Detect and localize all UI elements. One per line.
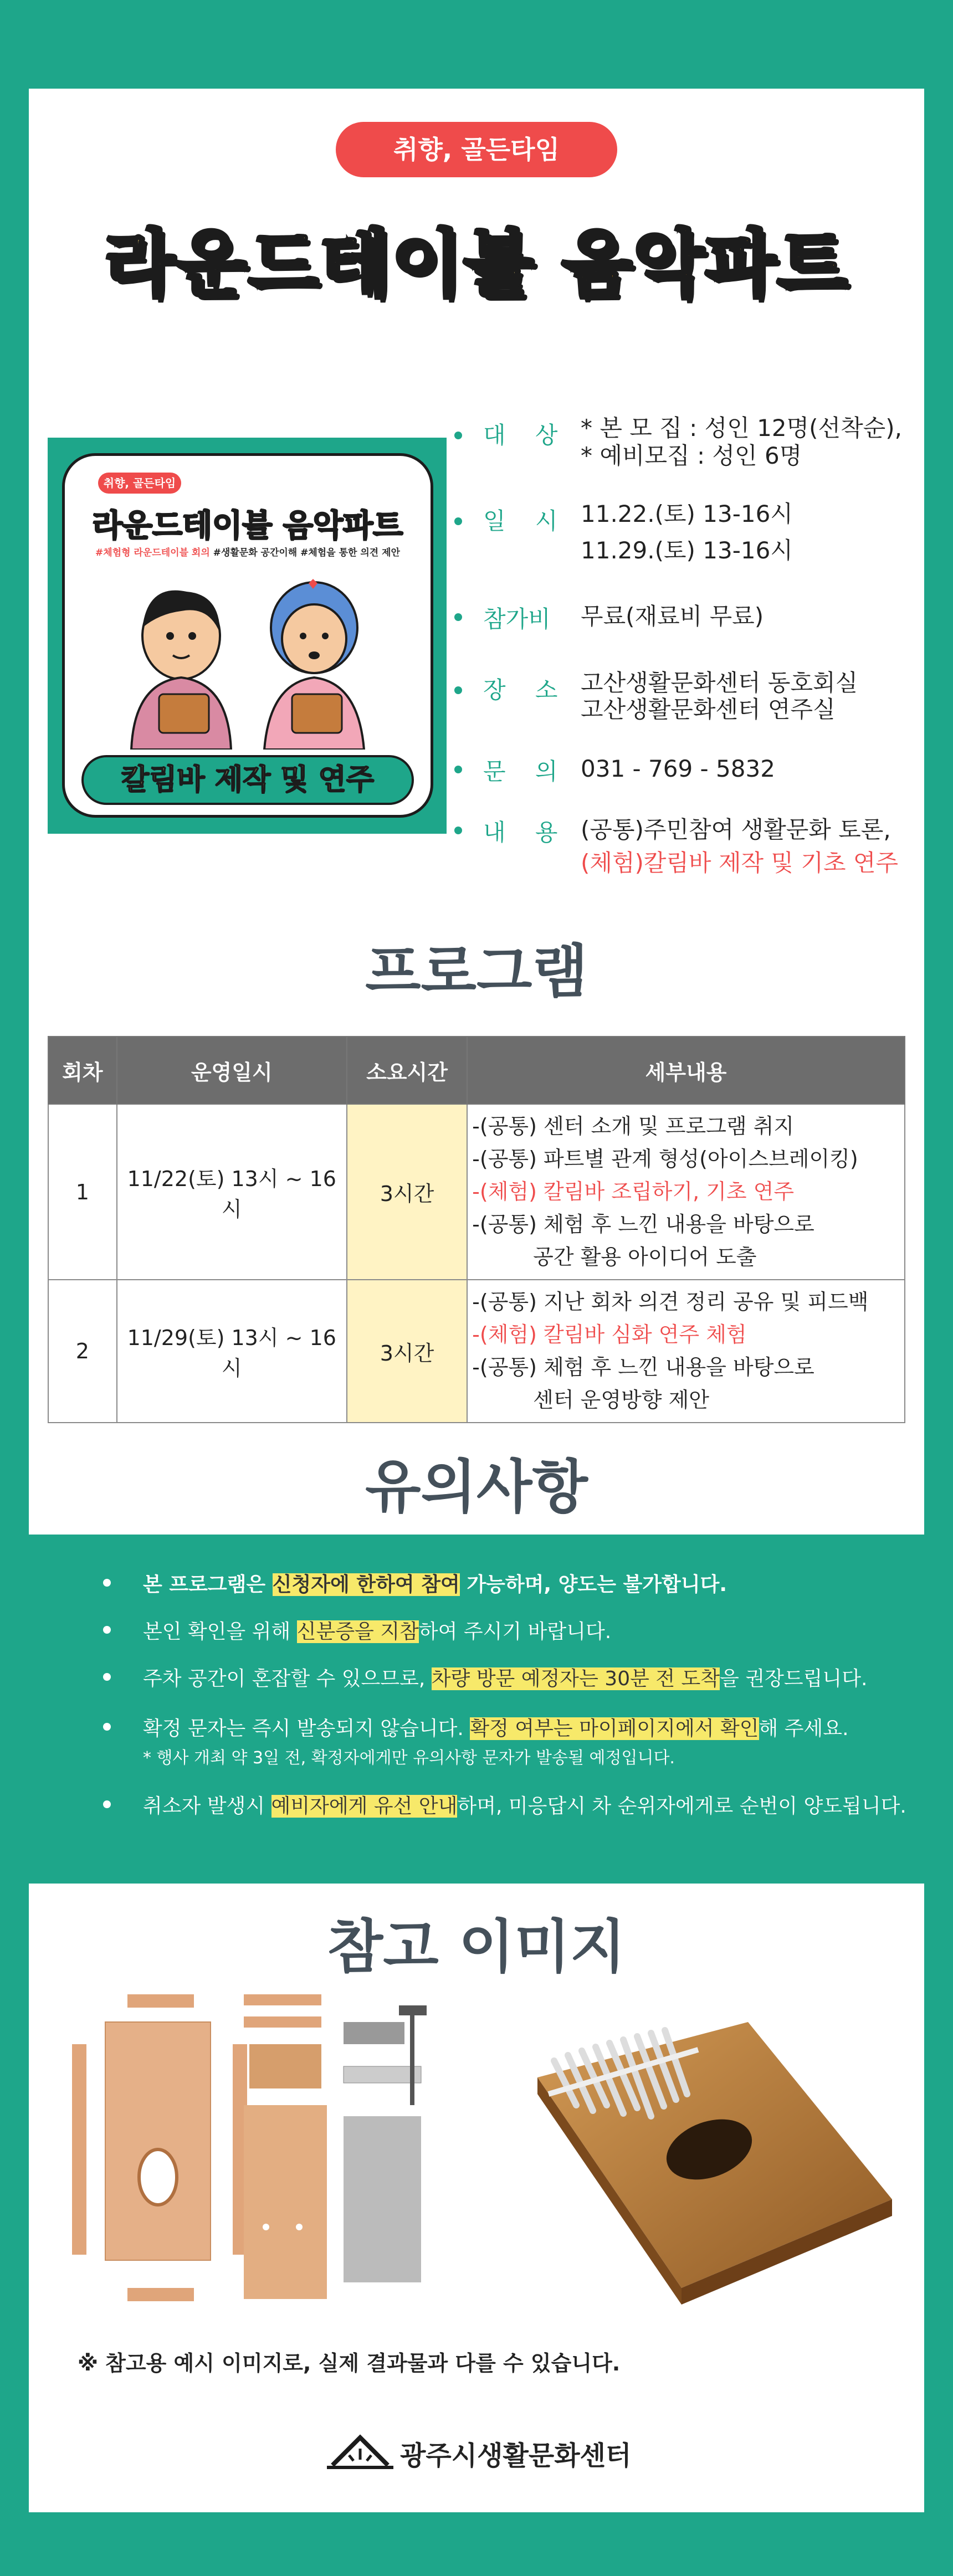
disclaimer: ※ 참고용 예시 이미지로, 실제 결과물과 다를 수 있습니다. [78,2351,621,2375]
bullet-dot [103,1673,111,1681]
poster-subtitle-red: #체험형 라운드테이블 회의 [95,547,210,558]
poster-title-part2: 음악파트 [283,508,403,544]
table-row [48,1104,905,1280]
footer-logo [327,2426,637,2476]
notice-highlight: 차량 방문 예정자는 30분 전 도착 [431,1667,720,1690]
poster-bottom-banner: 칼림바 제작 및 연주 [81,755,414,805]
bullet-dot [454,827,462,834]
info-label: 문 의 [483,758,569,785]
poster-tag: 취향, 골든타임 [98,473,181,494]
info-label: 대 상 [483,422,569,449]
info-label: 일 시 [483,507,569,535]
notice-highlight: 신분증을 지참 [296,1620,419,1643]
detail-line: -(공통) 지난 회차 의견 정리 공유 및 피드백 [472,1290,869,1314]
cell-duration: 3시간 [347,1104,467,1280]
notice-5 [143,1790,906,1819]
notice-text: 하며, 미응답시 차 순위자에게로 순번이 양도됩니다. [457,1795,906,1818]
info-value-line2: 고산생활문화센터 연주실 [581,696,836,723]
notice-text: 해 주세요. [759,1717,849,1740]
detail-line: -(공통) 파트별 관계 형성(아이스브레이킹) [472,1147,858,1171]
bullet-dot [103,1800,111,1808]
bullet-dot [454,766,462,773]
col-header-datetime: 운영일시 [117,1036,347,1104]
poster-image [48,438,447,834]
poster-frame [62,453,433,818]
col-header-details: 세부내용 [467,1036,905,1104]
detail-line-highlight: -(체험) 칼림바 조립하기, 기초 연주 [472,1179,795,1204]
notice-text: 가능하며, 양도는 불가합니다. [459,1573,727,1596]
poster-title-part1: 라운드테이블 [92,508,273,544]
illustration-people-with-kalimba [81,567,414,750]
info-value-line1: * 본 모 집 : 성인 12명(선착순), [581,414,902,442]
bullet-dot [454,517,462,525]
detail-line-highlight: -(체험) 칼림바 심화 연주 체험 [472,1322,747,1347]
notice-highlight: 신청자에 한하여 참여 [272,1573,460,1596]
cell-datetime: 11/22(토) 13시 ~ 16시 [117,1104,347,1280]
bullet-dot [103,1723,111,1731]
info-contact [454,753,909,787]
info-content [454,814,909,875]
info-value-line2: 11.29.(토) 13-16시 [581,537,793,564]
info-place [454,668,909,728]
info-value-line1: 고산생활문화센터 동호회실 [581,669,858,696]
info-value: 무료(재료비 무료) [581,603,764,630]
notice-text: 주차 공간이 혼잡할 수 있으므로, [143,1667,432,1690]
bullet-dot [103,1626,111,1634]
program-title: 프로그램 [365,938,588,1005]
info-value-line1: (공통)주민참여 생활문화 토론, [581,816,891,843]
info-label: 참가비 [483,605,551,633]
notice-1 [143,1569,727,1597]
table-row [48,1280,905,1423]
info-fee [454,601,909,634]
info-target [454,413,909,474]
poster-subtitle [65,545,431,558]
info-value: 031 - 769 - 5832 [581,755,775,782]
info-value-line1: 11.22.(토) 13-16시 [581,500,793,527]
notice-3 [143,1663,867,1691]
col-header-round: 회차 [48,1036,117,1104]
detail-line: 센터 운영방향 제안 [533,1388,709,1412]
notice-4-sub: * 행사 개최 약 3일 전, 확정자에게만 유의사항 문자가 발송될 예정입니다. [143,1748,675,1768]
kalimba-photo [515,2000,898,2310]
cell-duration: 3시간 [347,1280,467,1423]
page-title [0,205,953,310]
title-part2: 음악파트 [561,222,849,307]
cell-datetime: 11/29(토) 13시 ~ 16시 [117,1280,347,1423]
bullet-dot [454,613,462,621]
notes-title: 유의사항 [365,1453,588,1521]
notice-text: 본 프로그램은 [143,1573,273,1596]
notice-text: 취소자 발생시 [143,1795,271,1818]
org-logo-icon [327,2426,393,2471]
detail-line: -(공통) 센터 소개 및 프로그램 취지 [472,1114,795,1138]
notice-highlight: 확정 여부는 마이페이지에서 확인 [470,1717,759,1740]
kalimba-kit-parts-image [66,1989,443,2332]
title-part1: 라운드테이블 [104,222,535,307]
info-value-highlight: (체험)칼림바 제작 및 기초 연주 [581,849,899,876]
poster-title [65,501,431,546]
notice-text: 하여 주시기 바랍니다. [418,1620,612,1643]
info-label: 내 용 [483,819,569,846]
category-tag: 취향, 골든타임 [336,122,617,177]
poster-subtitle-rest: #생활문화 공간이해 #체험을 통한 의견 제안 [209,547,400,558]
info-date [454,499,909,564]
info-value-line2 [581,848,898,879]
program-table [48,1036,905,1423]
notice-text: 을 권장드립니다. [720,1667,868,1690]
col-header-duration: 소요시간 [347,1036,467,1104]
detail-line: -(공통) 체험 후 느낀 내용을 바탕으로 [472,1212,814,1236]
bullet-dot [454,686,462,694]
detail-line: 공간 활용 아이디어 도출 [533,1245,757,1269]
info-value-line2: * 예비모집 : 성인 6명 [581,442,802,469]
cell-details [467,1280,905,1423]
notice-text: 본인 확인을 위해 [143,1620,297,1643]
notice-4 [143,1713,849,1741]
bullet-dot [103,1579,111,1587]
cell-round: 1 [48,1104,117,1280]
table-header-row [48,1036,905,1104]
notice-highlight: 예비자에게 유선 안내 [271,1795,458,1818]
detail-line: -(공통) 체험 후 느낀 내용을 바탕으로 [472,1355,814,1379]
notice-2 [143,1616,611,1644]
info-label: 장 소 [483,676,569,704]
notice-text: 확정 문자는 즉시 발송되지 않습니다. [143,1717,470,1740]
bullet-dot [454,432,462,439]
cell-round: 2 [48,1280,117,1423]
cell-details [467,1104,905,1280]
reference-title: 참고 이미지 [327,1913,626,1980]
org-name: 광주시생활문화센터 [400,2440,632,2471]
